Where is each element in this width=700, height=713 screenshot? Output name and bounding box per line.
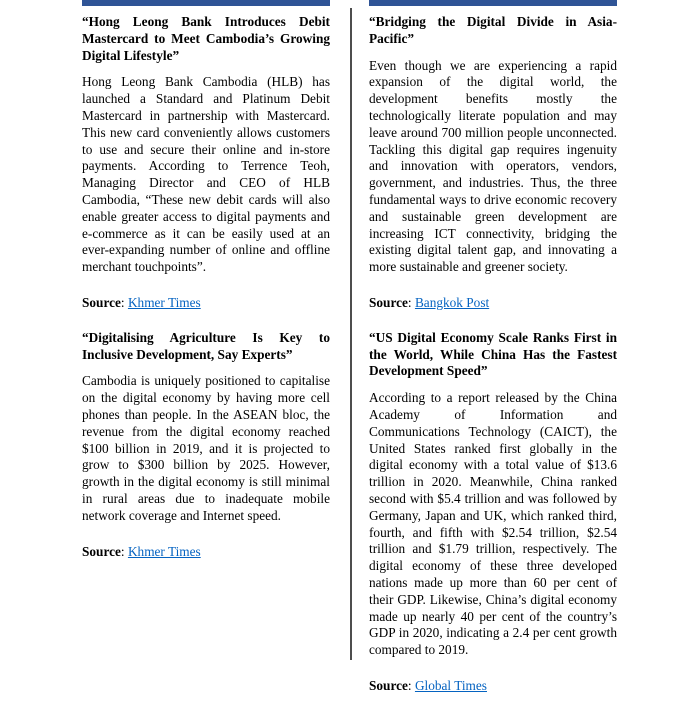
left-column-top-rule bbox=[82, 0, 330, 6]
source-label: Source bbox=[82, 294, 121, 310]
article-body: Cambodia is uniquely positioned to capitalise on the digital economy by having more cell phones than people. In the ASEAN bloc, the revenue from the digital economy reached $100 billion in 2019, and it is projected to grow to $300 billion by 2025. However, growth in the digital economy is still minimal in rural areas due to inadequate mobile network coverage and Internet speed. bbox=[82, 373, 330, 523]
source-colon: : bbox=[407, 677, 415, 693]
source-link-khmer-times[interactable]: Khmer Times bbox=[127, 543, 201, 559]
article-us-digital-economy bbox=[369, 330, 617, 695]
source-label: Source bbox=[82, 543, 121, 559]
source-colon: : bbox=[120, 543, 128, 559]
source-link-bangkok-post[interactable]: Bangkok Post bbox=[414, 294, 490, 310]
article-headline: “Bridging the Digital Divide in Asia-Pacific” bbox=[369, 14, 617, 46]
right-column bbox=[369, 0, 617, 713]
article-source bbox=[82, 295, 330, 312]
article-digitalising-agriculture bbox=[82, 330, 330, 561]
source-label: Source bbox=[369, 677, 408, 693]
article-headline: “Hong Leong Bank Introduces Debit Mastercard to Meet Cambodia’s Growing Digital Lifestyle” bbox=[82, 14, 330, 63]
right-column-top-rule bbox=[369, 0, 617, 6]
article-source bbox=[369, 678, 617, 695]
column-divider bbox=[350, 8, 352, 660]
article-body: Hong Leong Bank Cambodia (HLB) has launched a Standard and Platinum Debit Mastercard in partnership with Mastercard. This new card conveniently allows customers to use and secure their online and in-store payments. According to Terrence Teoh, Managing Director and CEO of HLB Cambodia, “These new debit cards will also enable greater access to digital payments and e-commerce as it can be easily used at an ever-expanding number of online and offline merchant touchpoints”. bbox=[82, 74, 330, 275]
article-body: According to a report released by the China Academy of Information and Communications Technology (CAICT), the United States ranked first globally in the digital economy with a total value of $13.6 trillion in 2020. Meanwhile, China ranked second with $5.4 trillion and was followed by Germany, Japan and UK, which ranked third, fourth, and fifth with $2.54 trillion, $2.54 trillion and $1.79 trillion, respectively. The digital economy of these three developed nations made up more than 60 per cent of their GDP. Likewise, China’s digital economy made up nearly 40 per cent of the country’s GDP in 2020, indicating a 2.4 per cent growth compared to 2019. bbox=[369, 390, 617, 658]
source-link-khmer-times[interactable]: Khmer Times bbox=[127, 294, 201, 310]
source-label: Source bbox=[369, 294, 408, 310]
article-headline: “US Digital Economy Scale Ranks First in the World, While China Has the Fastest Development Speed” bbox=[369, 329, 617, 379]
source-link-global-times[interactable]: Global Times bbox=[414, 677, 487, 693]
article-bridging-digital-divide bbox=[369, 14, 617, 312]
left-column bbox=[82, 0, 330, 578]
article-headline: “Digitalising Agriculture Is Key to Inclusive Development, Say Experts” bbox=[82, 329, 330, 362]
source-colon: : bbox=[120, 294, 128, 310]
article-source bbox=[82, 544, 330, 561]
article-hlb-debit-mastercard bbox=[82, 14, 330, 312]
source-colon: : bbox=[407, 294, 415, 310]
article-body: Even though we are experiencing a rapid expansion of the digital world, the development benefits mostly the technologically literate population and may leave around 700 million people unconnected. Tackling this digital gap requires ingenuity and innovation with operators, vendors, government, and industries. Thus, the three fundamental ways to drive economic recovery and sustainable green development are increasing ICT connectivity, bridging the existing digital talent gap, and innovating a more sustainable and greener society. bbox=[369, 57, 617, 275]
article-source bbox=[369, 295, 617, 312]
